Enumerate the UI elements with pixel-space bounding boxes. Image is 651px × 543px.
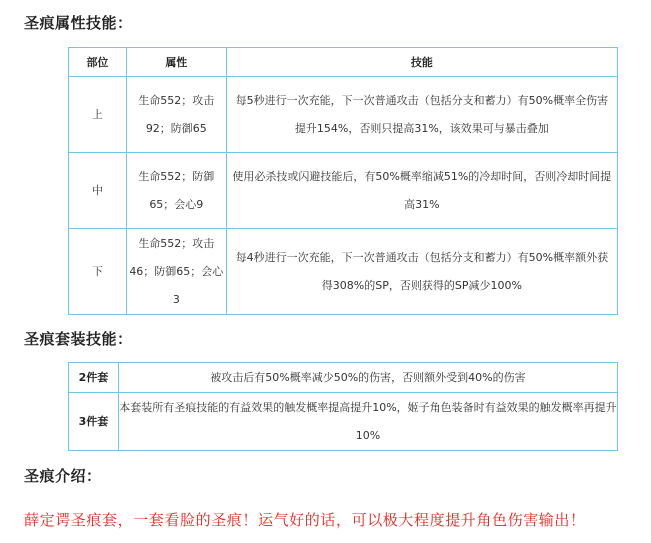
intro-section-title: 圣痕介绍： — [24, 467, 102, 485]
set-name-cell: 2件套 — [69, 363, 119, 393]
intro-text: 薛定谔圣痕套，一套看脸的圣痕！运气好的话，可以极大程度提升角色伤害输出！ — [24, 511, 586, 529]
table-row — [69, 153, 618, 229]
table-row — [69, 393, 618, 451]
set-effect-cell: 被攻击后有50%概率减少50%的伤害，否则额外受到40%的伤害 — [118, 363, 617, 393]
header-skill: 技能 — [226, 48, 617, 77]
skill-cell: 每5秒进行一次充能，下一次普通攻击（包括分支和蓄力）有50%概率全伤害提升154%，否则只提高31%，该效果可与暴击叠加 — [226, 77, 617, 153]
table-row — [69, 77, 618, 153]
attributes-cell: 生命552；防御65；会心9 — [126, 153, 226, 229]
skill-cell: 每4秒进行一次充能，下一次普通攻击（包括分支和蓄力）有50%概率额外获得308%的SP，否则获得的SP减少100% — [226, 229, 617, 315]
header-attributes: 属性 — [126, 48, 226, 77]
slot-cell: 上 — [69, 77, 127, 153]
stigmata-attributes-table — [68, 47, 618, 315]
set-name-cell: 3件套 — [69, 393, 119, 451]
slot-cell: 下 — [69, 229, 127, 315]
set-skills-table — [68, 362, 618, 451]
set-effect-cell: 本套装所有圣痕技能的有益效果的触发概率提高提升10%，姬子角色装备时有益效果的触发概率再提升10% — [118, 393, 617, 451]
attributes-cell: 生命552；攻击46；防御65；会心3 — [126, 229, 226, 315]
attributes-section-title: 圣痕属性技能： — [24, 14, 133, 32]
skill-cell: 使用必杀技或闪避技能后，有50%概率缩减51%的冷却时间，否则冷却时间提高31% — [226, 153, 617, 229]
header-slot: 部位 — [69, 48, 127, 77]
table-row — [69, 363, 618, 393]
set-section-title: 圣痕套装技能： — [24, 330, 133, 348]
table-header-row — [69, 48, 618, 77]
attributes-cell: 生命552；攻击92；防御65 — [126, 77, 226, 153]
slot-cell: 中 — [69, 153, 127, 229]
table-row — [69, 229, 618, 315]
